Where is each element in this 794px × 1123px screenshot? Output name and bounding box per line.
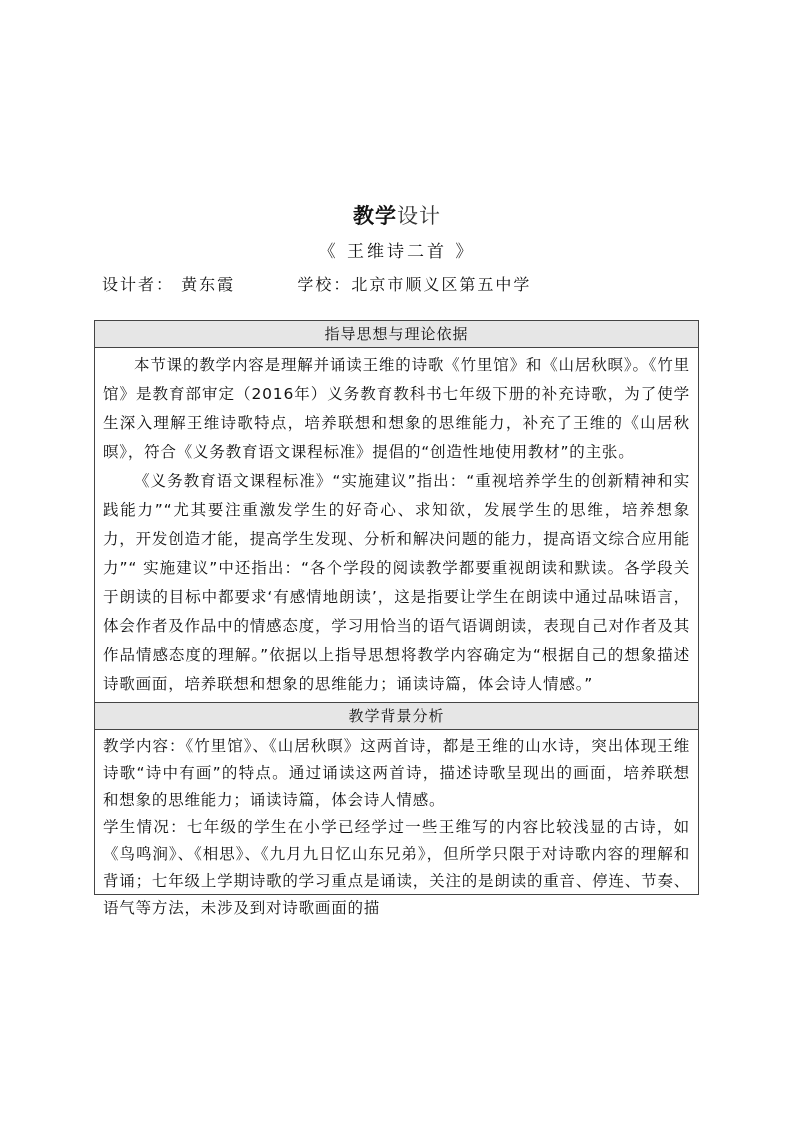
- guiding-body: [95, 348, 698, 702]
- title-main: 教学: [353, 204, 397, 228]
- author-line: [102, 272, 531, 295]
- designer-name: 黄东霞: [181, 275, 236, 294]
- guiding-header: 指导思想与理论依据: [95, 321, 699, 348]
- guiding-paragraph-2: 《义务教育语文课程标准》“实施建议”指出：“重视培养学生的创新精神和实践能力”“尤其要注重激发学生的好奇心、求知欲，发展学生的思维，培养想象力，开发创造才能，提高学生发现、分析和解决问题的能力，提高语文综合应用能力”“ 实施建议”中还指出：“各个学段的阅读教学都要重视朗读和默读。各学段关于朗读的目标中都要求‘有感情地朗读’，这是指要让学生在朗读中通过品味语言，体会作者及作品中的情感态度，学习用恰当的语气语调朗读，表现自己对作者及其作品情感态度的理解。”依据以上指导思想将教学内容确定为“根据自己的想象描述诗歌画面，培养联想和想象的思维能力；诵读诗篇，体会诗人情感。”: [103, 472, 690, 693]
- background-students: 学生情况：七年级的学生在小学已经学过一些王维写的内容比较浅显的古诗，如《鸟鸣涧》、《相思》、《九月九日忆山东兄弟》，但所学只限于对诗歌内容的理解和背诵；七年级上学期诗歌的学习重点是诵读，关注的是朗读的重音、停连、节奏、语气等方法，未涉及到对诗歌画面的描: [103, 818, 690, 917]
- background-cell: [95, 730, 699, 917]
- document-title: [0, 200, 794, 230]
- background-body: [95, 730, 698, 917]
- title-rest: 设计: [397, 204, 441, 228]
- designer-label: 设计者：: [102, 275, 175, 294]
- school-label: 学校：: [297, 275, 352, 294]
- document-subtitle: 《 王维诗二首 》: [318, 242, 476, 262]
- guiding-cell: [95, 348, 699, 703]
- guiding-paragraph-1: 本节课的教学内容是理解并诵读王维的诗歌《竹里馆》和《山居秋暝》。《竹里馆》是教育部审定（2016年）义务教育教科书七年级下册的补充诗歌，为了使学生深入理解王维诗歌特点，培养联想和想象的思维能力，补充了王维的《山居秋暝》，符合《义务教育语文课程标准》提倡的“创造性地使用教材”的主张。: [103, 356, 690, 461]
- background-header: 教学背景分析: [95, 703, 699, 730]
- background-content: 教学内容：《竹里馆》、《山居秋暝》这两首诗，都是王维的山水诗，突出体现王维诗歌“诗中有画”的特点。通过诵读这两首诗，描述诗歌呈现出的画面，培养联想和想象的思维能力；诵读诗篇，体会诗人情感。: [103, 737, 690, 809]
- school-name: 北京市顺义区第五中学: [351, 275, 532, 294]
- design-table: [94, 320, 699, 917]
